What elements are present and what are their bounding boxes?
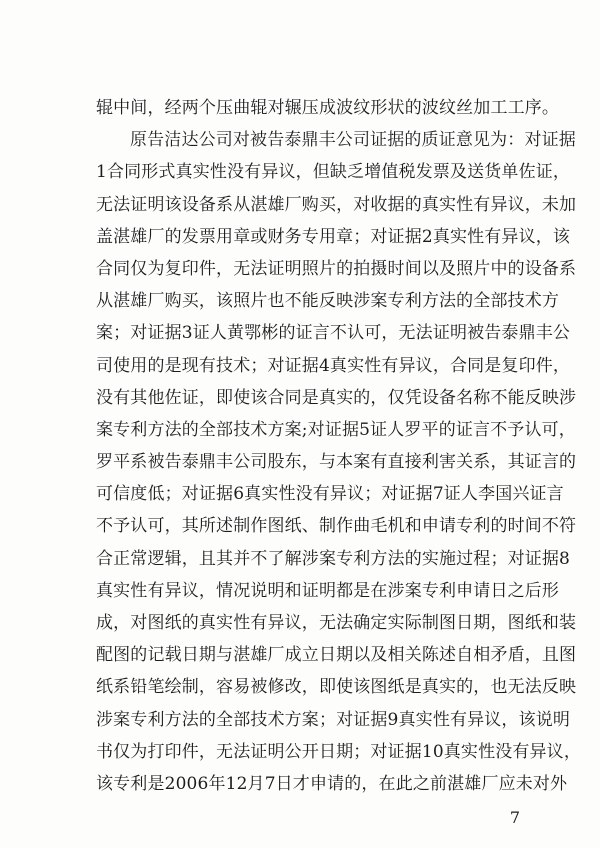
text-line: 合正常逻辑，且其并不了解涉案专利方法的实施过程；对证据8 — [96, 548, 571, 569]
text-line: 1合同形式真实性没有异议，但缺乏增值税发票及送货单佐证， — [96, 162, 571, 183]
text-line: 真实性有异议，情况说明和证明都是在涉案专利申请日之后形 — [96, 580, 560, 601]
text-line: 案专利方法的全部技术方案;对证据5证人罗平的证言不予认可， — [96, 419, 576, 440]
text-line: 从湛雄厂购买，该照片也不能反映涉案专利方法的全部技术方 — [96, 291, 560, 312]
text-line: 司使用的是现有技术；对证据4真实性有异议，合同是复印件， — [96, 355, 571, 376]
text-line: 可信度低；对证据6真实性没有异议；对证据7证人李国兴证言 — [96, 484, 564, 505]
text-line: 原告洁达公司对被告泰鼎丰公司证据的质证意见为：对证据 — [130, 130, 576, 151]
text-line: 无法证明该设备系从湛雄厂购买，对收据的真实性有异议，未加 — [96, 194, 577, 215]
body-text — [96, 92, 581, 800]
text-line: 书仅为打印件，无法证明公开日期；对证据10真实性没有异议， — [96, 741, 581, 762]
text-line: 合同仅为复印件，无法证明照片的拍摄时间以及照片中的设备系 — [96, 258, 577, 279]
text-line: 涉案专利方法的全部技术方案；对证据9真实性有异议，该说明 — [96, 709, 571, 730]
text-line: 成，对图纸的真实性有异议，无法确定实际制图日期，图纸和装 — [96, 613, 577, 633]
text-line: 该专利是2006年12月7日才申请的，在此之前湛雄厂应未对外 — [96, 773, 568, 794]
text-line: 案；对证据3证人黄鄂彬的证言不认可，无法证明被告泰鼎丰公 — [96, 323, 571, 344]
page-number: 7 — [509, 808, 520, 827]
text-line: 辊中间，经两个压曲辊对辗压成波纹形状的波纹丝加工工序。 — [96, 98, 560, 118]
text-line: 盖湛雄厂的发票用章或财务专用章；对证据2真实性有异议，该 — [96, 226, 571, 247]
text-line: 纸系铅笔绘制，容易被修改，即使该图纸是真实的，也无法反映 — [96, 677, 577, 698]
text-line: 不予认可，其所述制作图纸、制作曲毛机和申请专利的时间不符 — [96, 516, 577, 537]
text-line: 配图的记载日期与湛雄厂成立日期以及相关陈述自相矛盾，且图 — [96, 645, 577, 666]
text-line: 罗平系被告泰鼎丰公司股东，与本案有直接利害关系，其证言的 — [96, 452, 577, 473]
text-line: 没有其他佐证，即使该合同是真实的，仅凭设备名称不能反映涉 — [96, 387, 577, 408]
